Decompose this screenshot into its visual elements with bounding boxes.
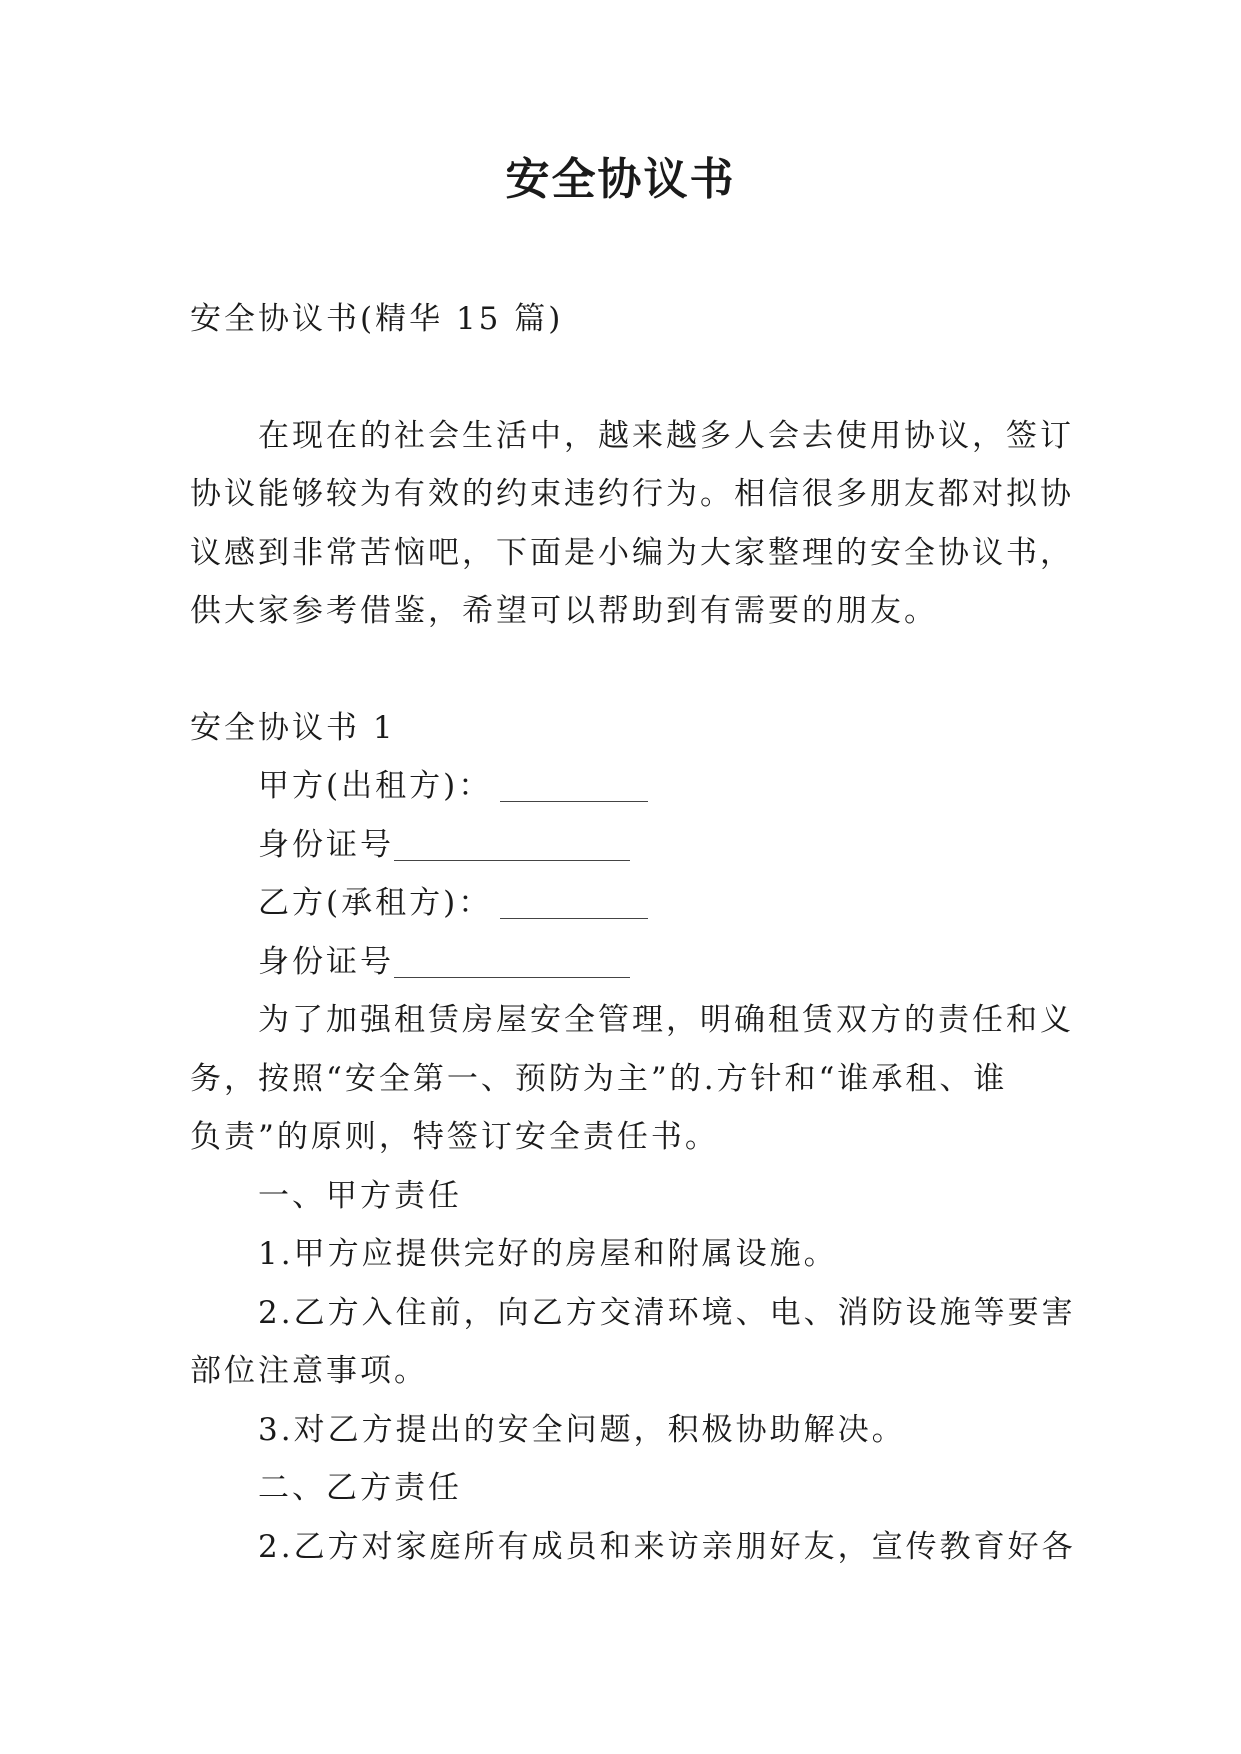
purpose-line-1: 为了加强租赁房屋安全管理，明确租赁双方的责任和义 — [258, 1002, 1074, 1038]
document-body — [190, 290, 1076, 1576]
party-b-blank[interactable] — [500, 884, 648, 919]
document-title: 安全协议书 — [505, 154, 736, 205]
party-a-duty-3: 3.对乙方提出的安全问题，积极协助解决。 — [258, 1411, 906, 1448]
party-a-id-label: 身份证号 — [258, 826, 394, 863]
party-b-id-line — [190, 933, 1070, 992]
party-b-duty-2: 2.乙方对家庭所有成员和来访亲朋好友，宣传教育好各 — [258, 1528, 1076, 1565]
subtitle: 安全协议书(精华 15 篇) — [190, 301, 564, 337]
party-a-id-line — [190, 816, 1070, 875]
party-a-blank[interactable] — [500, 767, 648, 802]
party-b-duty-heading: 二、乙方责任 — [258, 1470, 462, 1506]
party-a-id-blank[interactable] — [394, 826, 630, 861]
purpose-line-3: 负责”的原则，特签订安全责任书。 — [190, 1119, 719, 1155]
party-a-label: 甲方(出租方)： — [258, 768, 493, 804]
intro-line-3: 议感到非常苦恼吧，下面是小编为大家整理的安全协议书， — [190, 534, 1074, 571]
party-b-line — [190, 874, 1070, 933]
intro-line-4: 供大家参考借鉴，希望可以帮助到有需要的朋友。 — [190, 593, 938, 629]
party-a-duty-1: 1.甲方应提供完好的房屋和附属设施。 — [258, 1236, 838, 1272]
section-heading: 安全协议书 1 — [190, 709, 396, 746]
party-a-line — [190, 757, 1070, 816]
party-b-id-label: 身份证号 — [258, 943, 394, 980]
intro-line-2: 协议能够较为有效的约束违约行为。相信很多朋友都对拟协 — [190, 476, 1074, 512]
intro-line-1: 在现在的社会生活中，越来越多人会去使用协议，签订 — [258, 417, 1074, 454]
party-b-id-blank[interactable] — [394, 943, 630, 978]
party-b-label: 乙方(承租方)： — [258, 885, 493, 921]
party-a-duty-2-line-1: 2.乙方入住前，向乙方交清环境、电、消防设施等要害 — [258, 1294, 1076, 1331]
party-a-duty-2-line-2: 部位注意事项。 — [190, 1353, 428, 1389]
party-a-duty-heading: 一、甲方责任 — [258, 1177, 462, 1214]
purpose-line-2: 务，按照“安全第一、预防为主”的.方针和“谁承租、谁 — [190, 1060, 1008, 1097]
